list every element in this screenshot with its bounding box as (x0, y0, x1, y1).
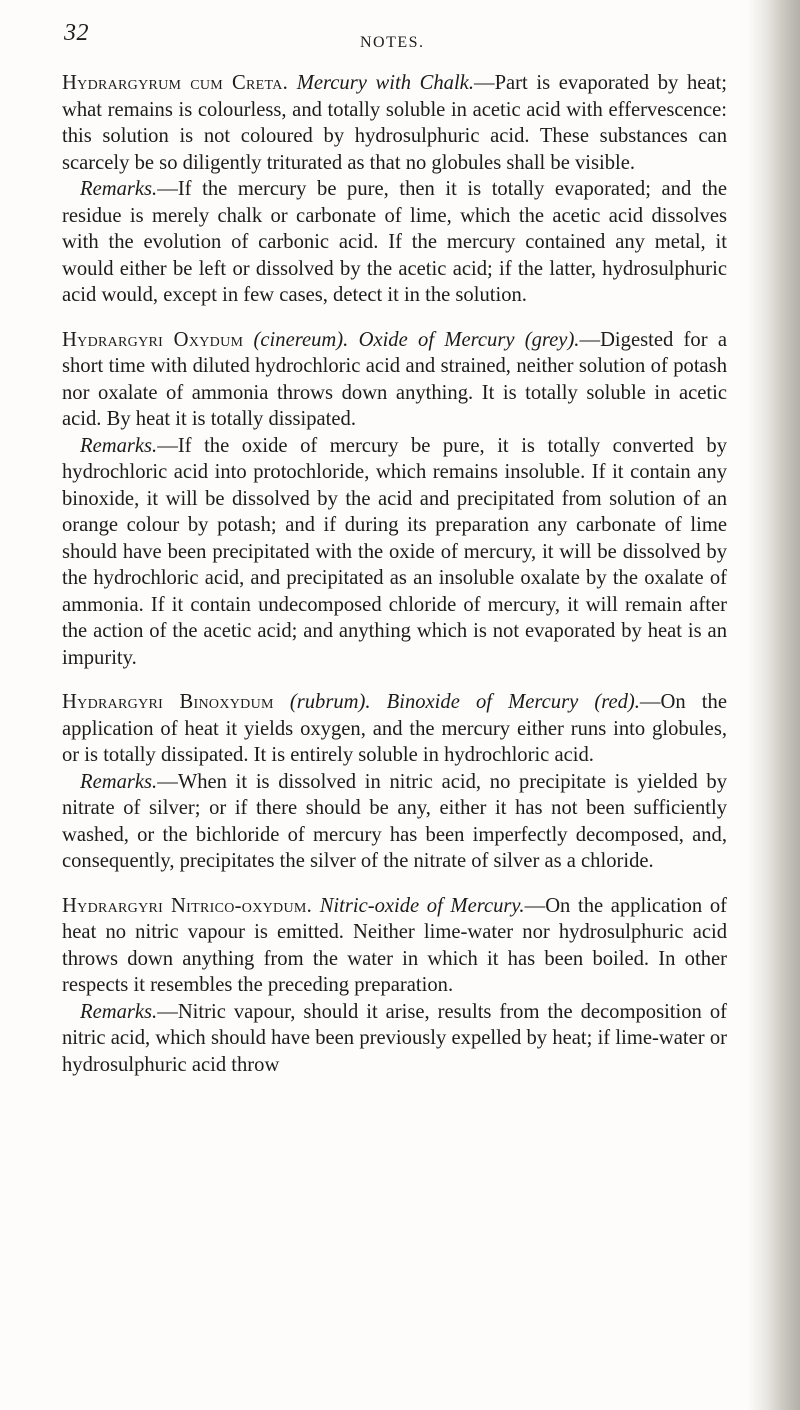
remarks-label: Remarks. (80, 1000, 158, 1023)
entry-remarks (62, 999, 727, 1079)
entry-body: —On the application of heat no nitric vapour is emitted. Neither lime-water nor hydrosulphuric acid throws down anything from the water in which it has been boiled. In other respects it resembles the preceding preparation. (62, 894, 727, 996)
entry-description (62, 893, 727, 999)
remarks-text: —If the oxide of mercury be pure, it is totally converted by hydrochloric acid into protochloride, which remains insoluble. If it contain any binoxide, it will be dissolved by the acid and precipitated from solution of an orange colour by potash; and if during its preparation any carbonate of lime should have been precipitated with the oxide of mercury, it will be dissolved by the hydrochloric acid, and precipitated as an insoluble oxalate by the oxalate of ammonia. If it contain undecomposed chloride of mercury, it will remain after the action of the acetic acid; and anything which is not evaporated by heat is an impurity. (62, 434, 727, 669)
remarks-label: Remarks. (80, 434, 158, 457)
entry-remarks (62, 176, 727, 309)
entry-description (62, 689, 727, 769)
page-number: 32 (64, 20, 89, 46)
remarks-label: Remarks. (80, 178, 158, 200)
entry-title: Mercury with Chalk. (296, 72, 474, 94)
entry-heading: Hydrargyrum cum Creta. (62, 72, 289, 94)
entry-remarks (62, 769, 727, 875)
entry-hydrargyri-oxydum (62, 327, 727, 672)
binding-shadow (748, 0, 800, 1410)
entry-hydrargyri-nitrico-oxydum (62, 893, 727, 1079)
entry-description (62, 327, 727, 433)
entry-body: —On the application of heat it yields oxygen, and the mercury either runs into globules, or is totally dissipated. It is entirely soluble in hydrochloric acid. (62, 691, 727, 766)
page-content (62, 70, 727, 1096)
entry-remarks (62, 433, 727, 672)
entry-hydrargyrum-cum-creta (62, 70, 727, 309)
entry-title: Binoxide of Mercury (red). (386, 691, 640, 713)
running-head: NOTES. (360, 34, 425, 51)
entry-title: Oxide of Mercury (grey). (358, 328, 580, 351)
remarks-label: Remarks. (80, 770, 158, 793)
entry-heading: Hydrargyri Binoxydum (62, 691, 274, 713)
remarks-text: —If the mercury be pure, then it is totally evaporated; and the residue is merely chalk or carbonate of lime, which the acetic acid dissolves with the evolution of carbonic acid. If the mercury contained any metal, it would either be left or dissolved by the acetic acid; if the latter, hydrosulphuric acid would, except in few cases, detect it in the solution. (62, 178, 727, 306)
entry-heading: Hydrargyri Oxydum (62, 328, 244, 351)
entry-body: —Digested for a short time with diluted hydrochloric acid and strained, neither solution of potash nor oxalate of ammonia throws down anything. It is totally soluble in acetic acid. By heat it is totally dissipated. (62, 328, 727, 430)
entry-hydrargyri-binoxydum (62, 689, 727, 875)
entry-latin-qualifier: (cinereum). (253, 328, 349, 351)
remarks-text: —When it is dissolved in nitric acid, no precipitate is yielded by nitrate of silver; or if there should be any, either it has not been sufficiently washed, or the bichloride of mercury has been imperfectly decomposed, and, consequently, precipitates the silver of the nitrate of silver as a chloride. (62, 770, 727, 872)
entry-latin-qualifier: (rubrum). (289, 691, 371, 713)
remarks-text: —Nitric vapour, should it arise, results from the decomposition of nitric acid, which should have been previously expelled by heat; if lime-water or hydrosulphuric acid throw (62, 1000, 727, 1076)
entry-body: —Part is evaporated by heat; what remains is colourless, and totally soluble in acetic acid with effervescence: this solution is not coloured by hydrosulphuric acid. These substances can scarcely be so diligently triturated as that no globules shall be visible. (62, 72, 727, 174)
entry-title: Nitric-oxide of Mercury. (319, 894, 525, 917)
entry-heading: Hydrargyri Nitrico-oxydum. (62, 894, 313, 917)
entry-description (62, 70, 727, 176)
